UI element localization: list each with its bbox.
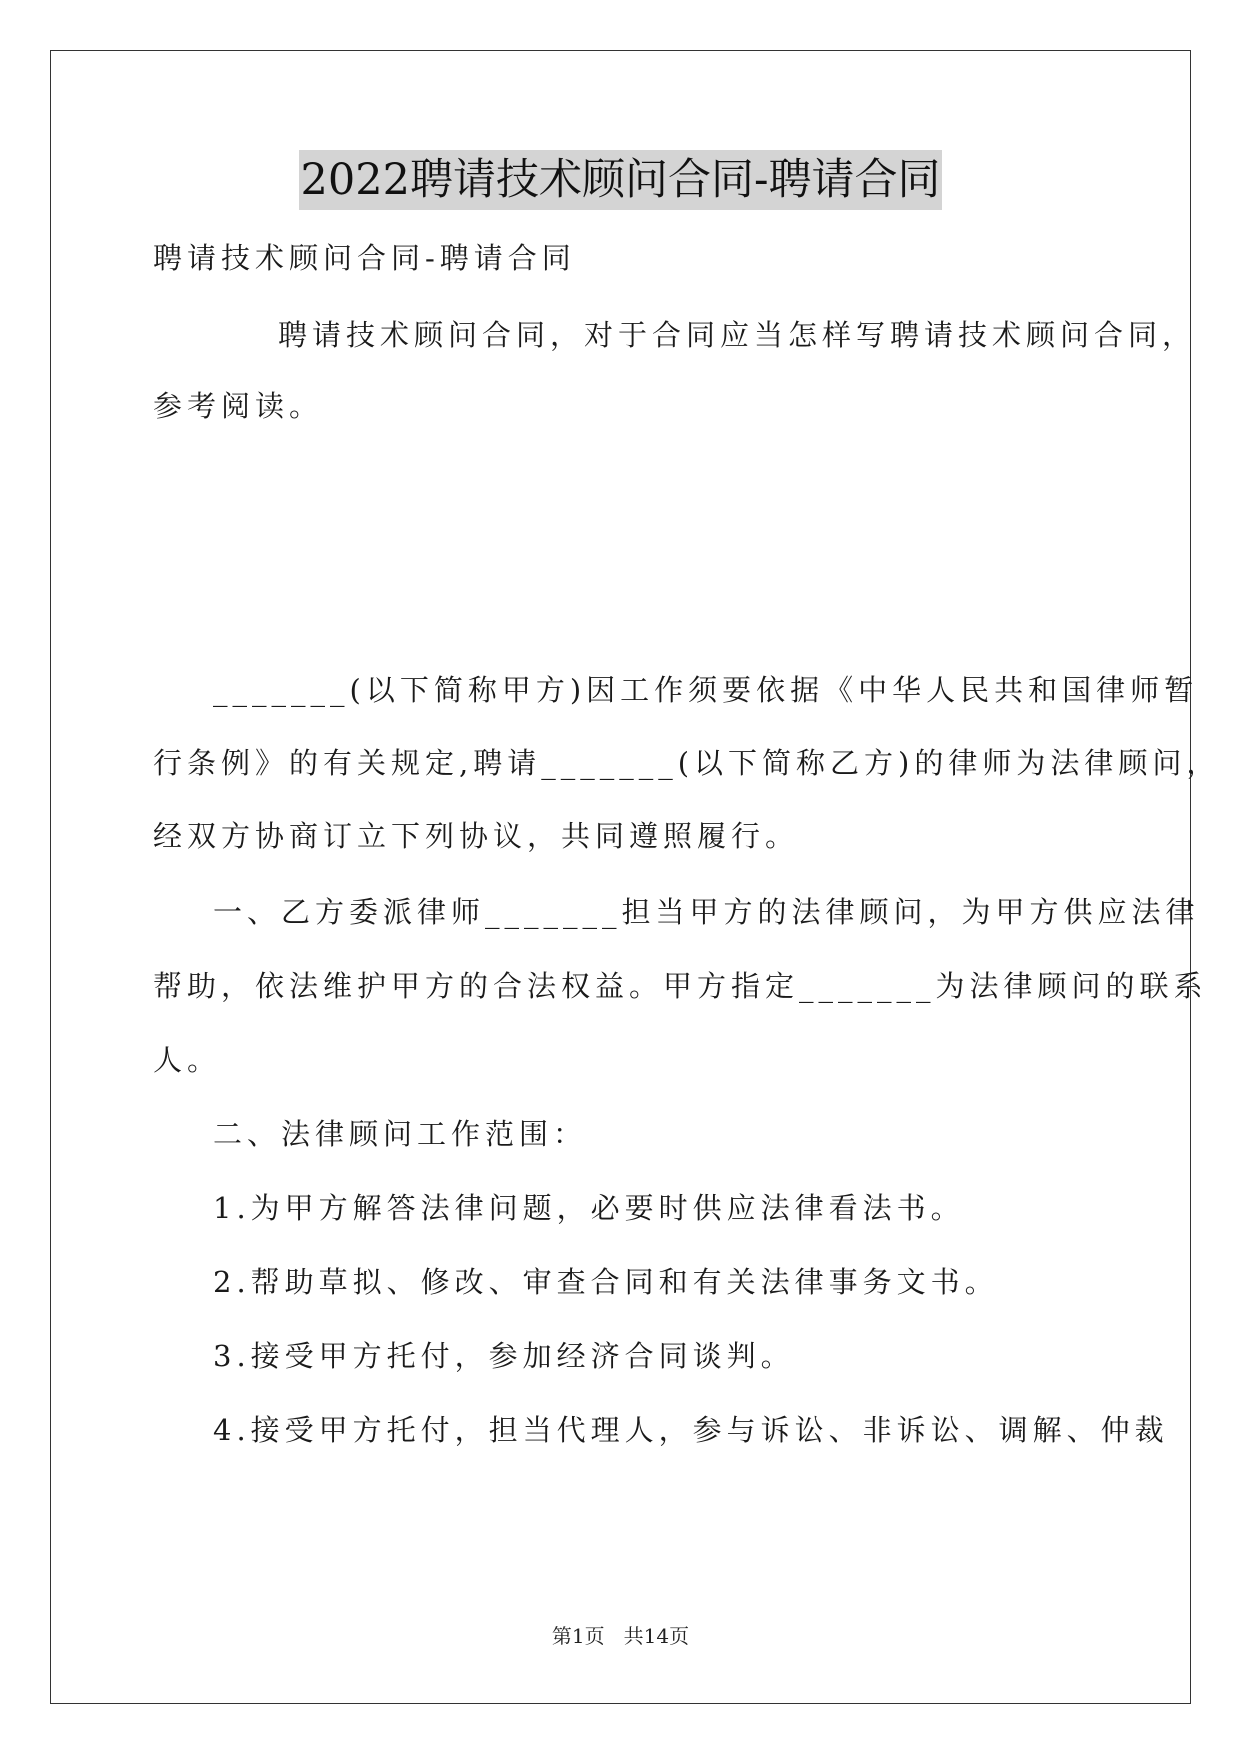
document-title: 2022聘请技术顾问合同-聘请合同 [299, 150, 943, 210]
title-container [0, 150, 1241, 210]
list-item: 3.接受甲方托付，参加经济合同谈判。 [213, 1339, 795, 1373]
paragraph-line: 一、乙方委派律师_______担当甲方的法律顾问，为甲方供应法律 [213, 895, 1200, 929]
list-item: 2.帮助草拟、修改、审查合同和有关法律事务文书。 [213, 1265, 999, 1299]
section-heading: 二、法律顾问工作范围： [213, 1117, 588, 1151]
list-item: 4.接受甲方托付，担当代理人，参与诉讼、非诉讼、调解、仲裁 [213, 1413, 1169, 1447]
paragraph-line: 帮助，依法维护甲方的合法权益。甲方指定_______为法律顾问的联系 [153, 969, 1208, 1003]
paragraph-line: 聘请技术顾问合同，对于合同应当怎样写聘请技术顾问合同， [278, 318, 1197, 352]
paragraph-line: 人。 [153, 1043, 222, 1077]
paragraph-line: 行条例》的有关规定,聘请_______(以下简称乙方)的律师为法律顾问， [153, 746, 1221, 780]
list-item: 1.为甲方解答法律问题，必要时供应法律看法书。 [213, 1191, 965, 1225]
paragraph-line: 经双方协商订立下列协议，共同遵照履行。 [153, 819, 800, 853]
document-subtitle: 聘请技术顾问合同-聘请合同 [153, 241, 576, 275]
page-frame [50, 50, 1191, 1704]
page-number: 第1页 共14页 [551, 1624, 690, 1648]
paragraph-line: 参考阅读。 [153, 389, 324, 423]
paragraph-line: _______(以下简称甲方)因工作须要依据《中华人民共和国律师暂 [213, 673, 1199, 707]
